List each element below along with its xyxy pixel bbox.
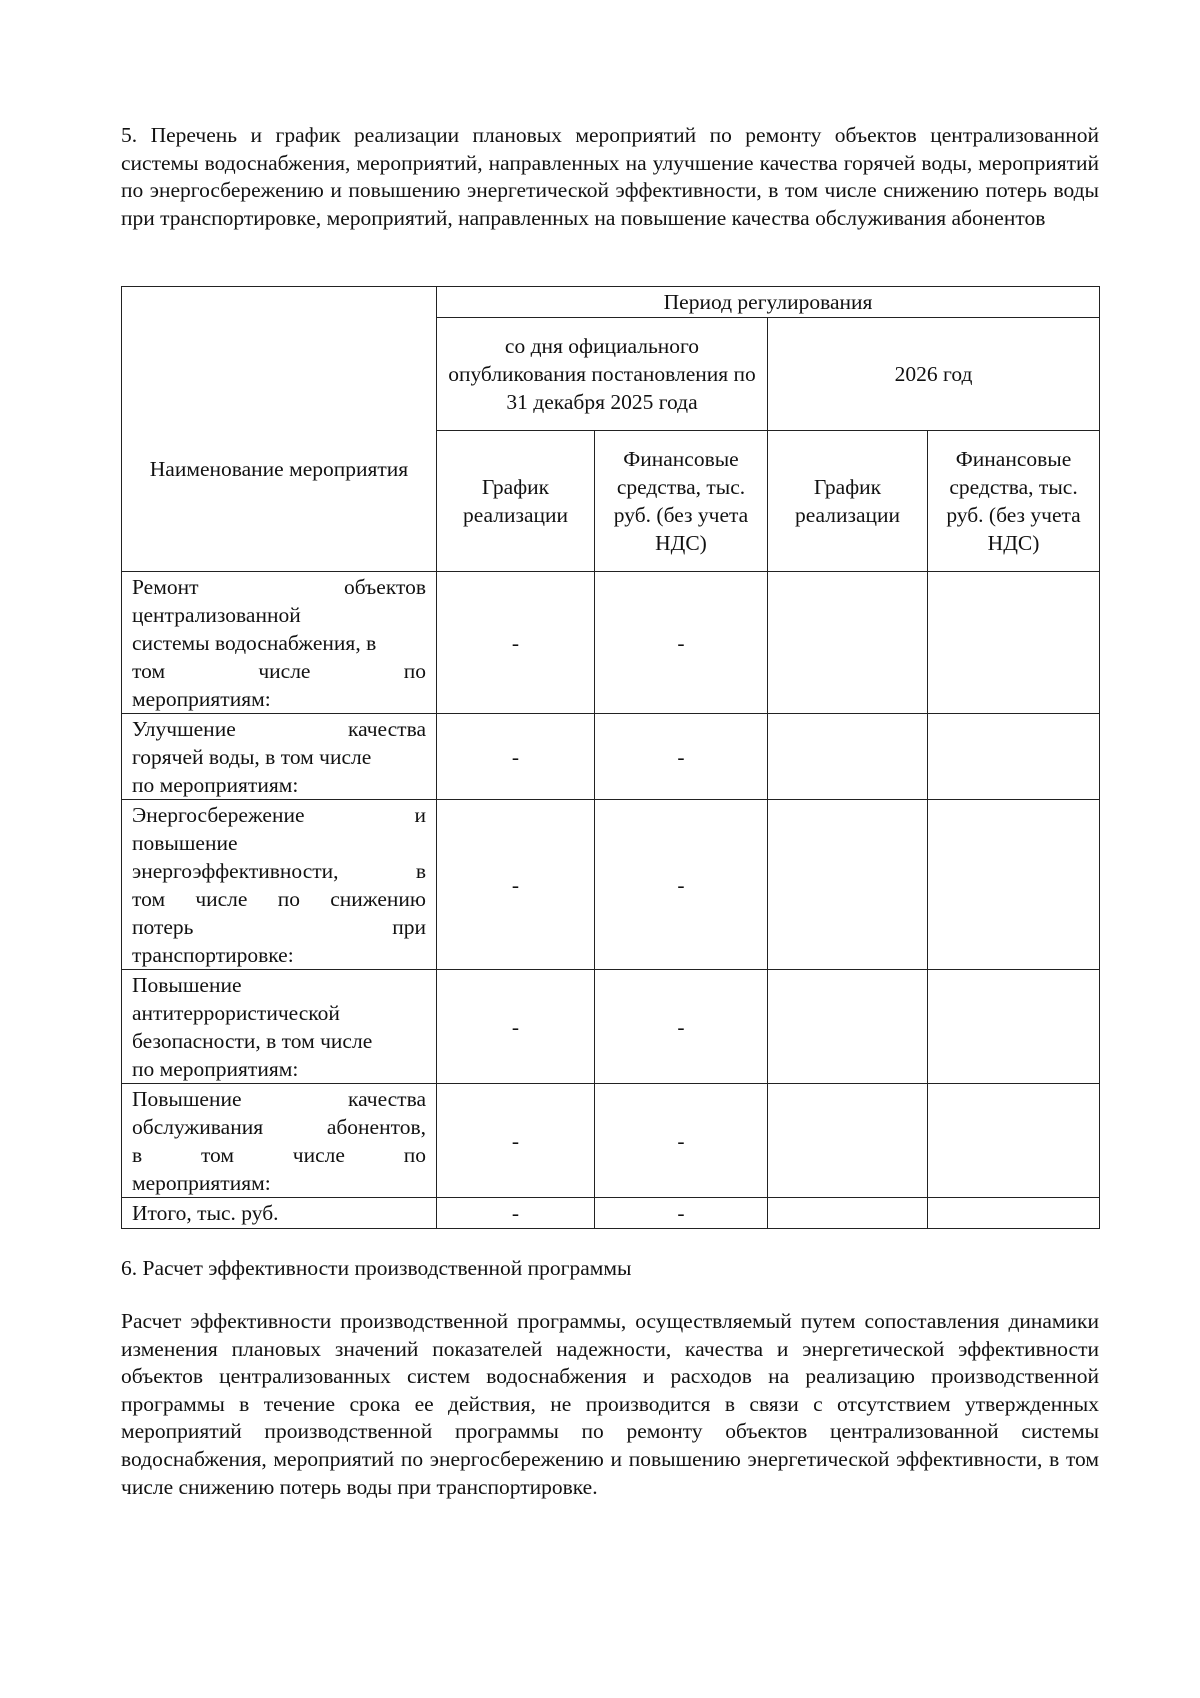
row-p2-schedule xyxy=(768,714,928,800)
row-p1-schedule: - xyxy=(437,800,595,970)
row-name-line: в том числе по xyxy=(132,1143,426,1167)
header-period-1: со дня официального опубликования постановления по 31 декабря 2025 года xyxy=(437,318,768,431)
row-name-line: повышение xyxy=(132,831,238,855)
row-name-line: транспортировке: xyxy=(132,943,294,967)
row-name-cell xyxy=(122,572,437,714)
row-p2-finance xyxy=(928,970,1100,1084)
row-p2-schedule xyxy=(768,800,928,970)
header-period: Период регулирования xyxy=(437,287,1100,318)
table-row xyxy=(122,970,1100,1084)
row-p1-schedule: - xyxy=(437,714,595,800)
row-p2-finance xyxy=(928,572,1100,714)
header-name-cell: Наименование мероприятия xyxy=(122,287,437,572)
row-p2-finance xyxy=(928,714,1100,800)
row-p2-schedule xyxy=(768,1084,928,1198)
row-name-cell xyxy=(122,714,437,800)
row-name-line: Энергосбережение и xyxy=(132,803,426,827)
row-name-line: безопасности, в том числе xyxy=(132,1029,373,1053)
row-name-line: системы водоснабжения, в xyxy=(132,631,377,655)
header-finance-2: Финансовые средства, тыс. руб. (без учета НДС) xyxy=(928,431,1100,572)
row-name-line: Ремонт объектов xyxy=(132,575,426,599)
row-name-cell xyxy=(122,970,437,1084)
table-row xyxy=(122,714,1100,800)
row-p1-finance: - xyxy=(595,1084,768,1198)
table-header-row xyxy=(122,287,1100,318)
row-name-line: энергоэффективности, в xyxy=(132,859,426,883)
row-name-line: обслуживания абонентов, xyxy=(132,1115,426,1139)
row-p1-finance: - xyxy=(595,714,768,800)
row-name-line: том числе по снижению xyxy=(132,887,426,911)
section-6-paragraph: Расчет эффективности производственной программы, осуществляемый путем сопоставления динамики изменения плановых значений показателей надежности, качества и энергетической эффективности объектов централизованных систем водоснабжения и расходов на реализацию производственной программы в течение срока ее действия, не производится в связи с отсутствием утвержденных мероприятий производственной программы по ремонту объектов централизованной системы водоснабжения, мероприятий по энергосбережению и повышению энергетической эффективности, в том числе снижению потерь воды при транспортировке. xyxy=(121,1309,1099,1499)
header-period-2: 2026 год xyxy=(768,318,1100,431)
row-name-line: мероприятиям: xyxy=(132,1171,271,1195)
row-name-line: Итого, тыс. руб. xyxy=(132,1201,279,1225)
row-name-line: потерь при xyxy=(132,915,426,939)
row-p1-finance: - xyxy=(595,572,768,714)
header-schedule-1: График реализации xyxy=(437,431,595,572)
row-name-cell xyxy=(122,1084,437,1198)
row-p1-schedule: - xyxy=(437,970,595,1084)
row-p2-schedule xyxy=(768,1198,928,1229)
row-name-line: Улучшение качества xyxy=(132,717,426,741)
row-name-line: горячей воды, в том числе xyxy=(132,745,372,769)
row-p1-finance: - xyxy=(595,800,768,970)
row-name-line: Повышение xyxy=(132,973,242,997)
table-row xyxy=(122,1084,1100,1198)
table-row xyxy=(122,800,1100,970)
section-6-heading: 6. Расчет эффективности производственной программы xyxy=(121,1256,632,1280)
measures-table xyxy=(121,286,1100,1229)
row-p2-schedule xyxy=(768,572,928,714)
row-name-line: по мероприятиям: xyxy=(132,1057,299,1081)
row-name-line: централизованной xyxy=(132,603,301,627)
section-5-heading: 5. Перечень и график реализации плановых мероприятий по ремонту объектов централизованной системы водоснабжения, мероприятий, направленных на улучшение качества горячей воды, мероприятий по энергосбережению и повышению энергетической эффективности, в том числе снижению потерь воды при транспортировке, мероприятий, направленных на повышение качества обслуживания абонентов xyxy=(121,123,1099,230)
header-finance-1: Финансовые средства, тыс. руб. (без учета НДС) xyxy=(595,431,768,572)
row-name-line: мероприятиям: xyxy=(132,687,271,711)
row-name-line: Повышение качества xyxy=(132,1087,426,1111)
row-p1-schedule: - xyxy=(437,572,595,714)
row-p2-finance xyxy=(928,1084,1100,1198)
row-p1-schedule: - xyxy=(437,1084,595,1198)
table-row xyxy=(122,572,1100,714)
row-p1-finance: - xyxy=(595,1198,768,1229)
row-name-line: антитеррористической xyxy=(132,1001,340,1025)
row-p1-schedule: - xyxy=(437,1198,595,1229)
row-p2-finance xyxy=(928,1198,1100,1229)
row-name-cell xyxy=(122,800,437,970)
row-p1-finance: - xyxy=(595,970,768,1084)
row-name-cell xyxy=(122,1198,437,1229)
table-total-row xyxy=(122,1198,1100,1229)
row-name-line: по мероприятиям: xyxy=(132,773,299,797)
header-schedule-2: График реализации xyxy=(768,431,928,572)
row-name-line: том числе по xyxy=(132,659,426,683)
row-p2-finance xyxy=(928,800,1100,970)
row-p2-schedule xyxy=(768,970,928,1084)
